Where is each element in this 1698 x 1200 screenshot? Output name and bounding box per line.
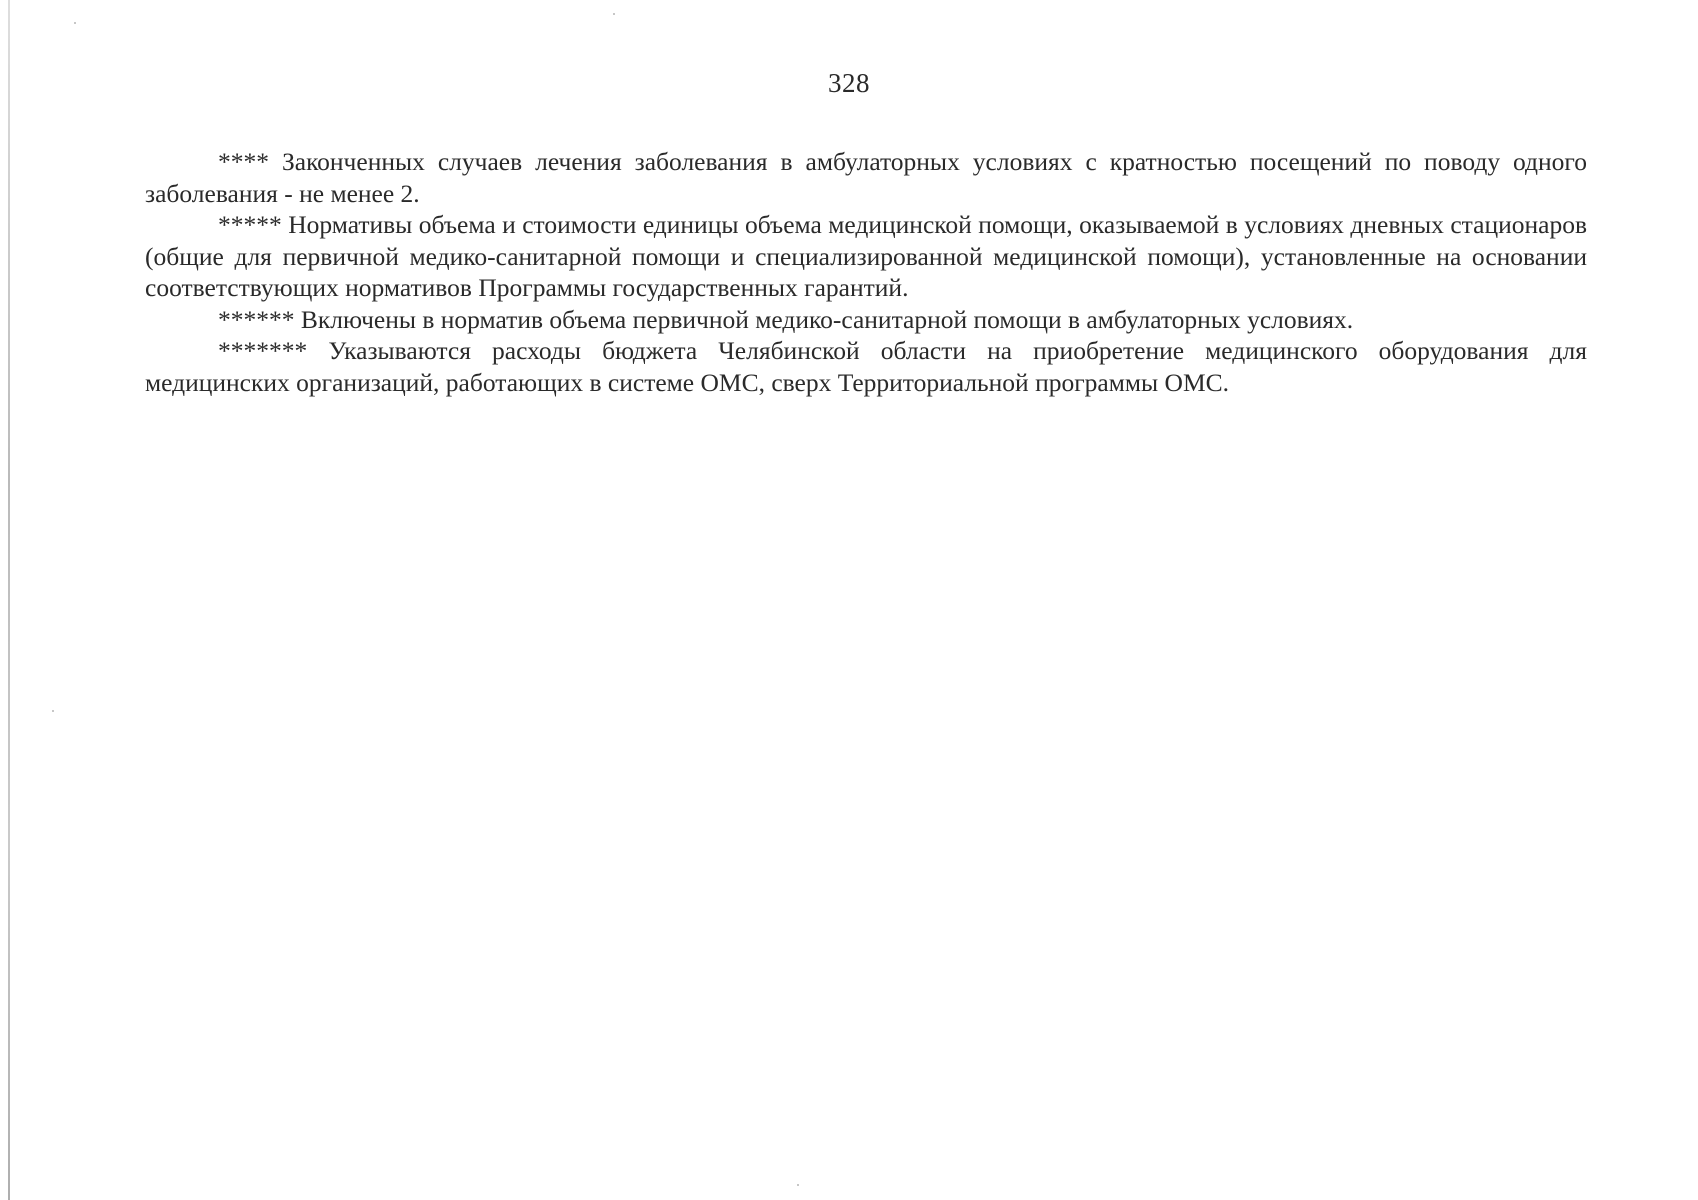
scan-speck [74,22,76,24]
footnotes [145,146,1587,398]
scan-speck [52,710,54,712]
scan-edge-line [8,0,10,1200]
page-number: 328 [828,68,870,98]
scan-speck [613,13,615,15]
footnote-5: ***** Нормативы объема и стоимости единицы объема медицинской помощи, оказываемой в условиях дневных стационаров (общие для первичной медико-санитарной помощи и специализированной медицинской помощи), установленные на основании соответствующих нормативов Программы государственных гарантий. [145,210,1587,302]
footnote-7: ******* Указываются расходы бюджета Челябинской области на приобретение медицинского оборудования для медицинских организаций, работающих в системе ОМС, сверх Территориальной программы ОМС. [145,336,1587,397]
footnote-4: **** Законченных случаев лечения заболевания в амбулаторных условиях с кратностью посещений по поводу одного заболевания - не менее 2. [145,147,1587,208]
footnote-6: ****** Включены в норматив объема первичной медико-санитарной помощи в амбулаторных условиях. [218,304,1354,334]
scan-speck [797,1184,799,1186]
